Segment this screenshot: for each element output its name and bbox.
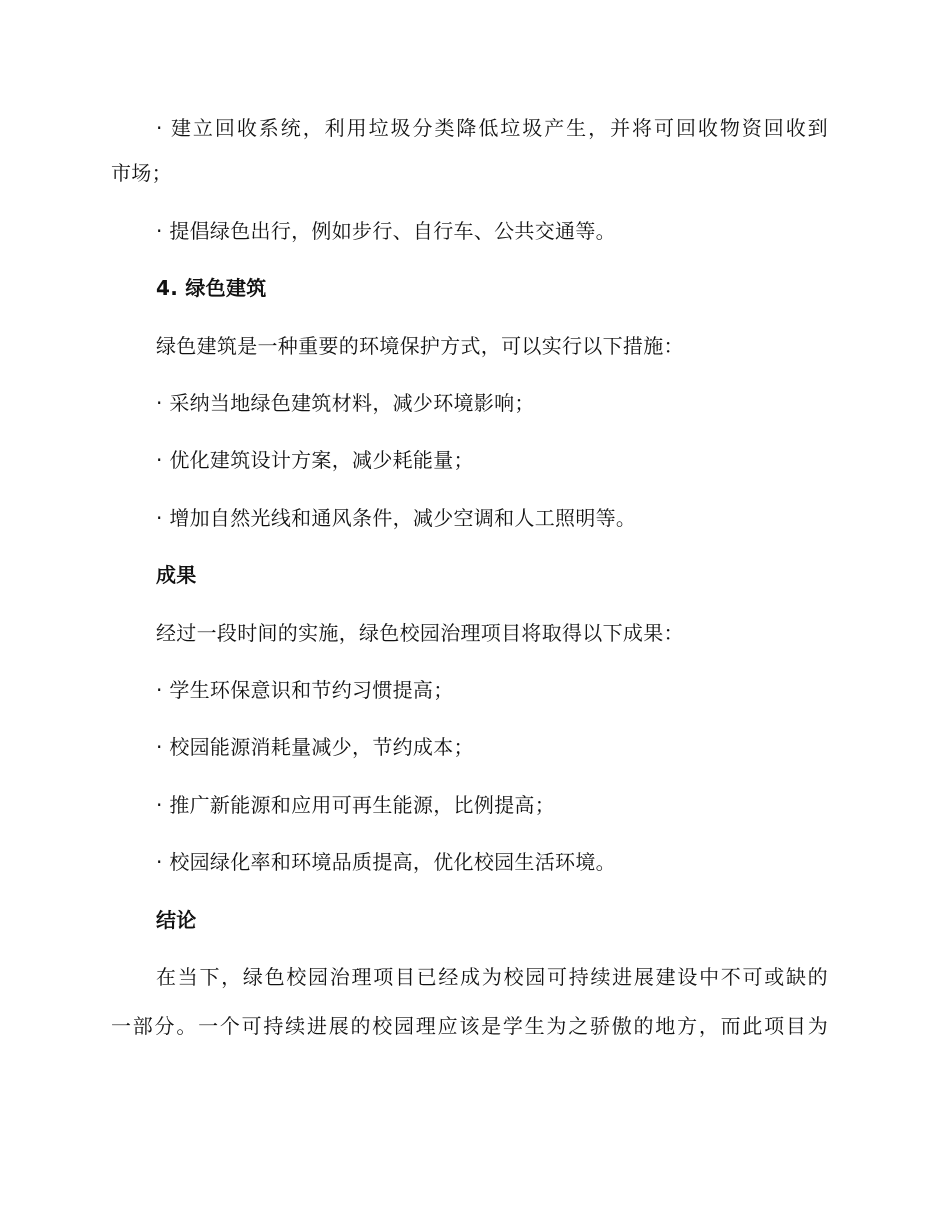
bullet-recycling-system-continued: 市场； bbox=[111, 161, 172, 185]
bullet-recycling-system: · 建立回收系统，利用垃圾分类降低垃圾产生，并将可回收物资回收到 bbox=[156, 116, 828, 140]
bullet-energy-reduction: · 校园能源消耗量减少，节约成本； bbox=[156, 735, 474, 759]
bullet-design-optimization: · 优化建筑设计方案，减少耗能量； bbox=[156, 448, 474, 472]
bullet-natural-light: · 增加自然光线和通风条件，减少空调和人工照明等。 bbox=[156, 506, 637, 530]
bullet-campus-greening: · 校园绿化率和环境品质提高，优化校园生活环境。 bbox=[156, 850, 616, 874]
paragraph-results-intro: 经过一段时间的实施，绿色校园治理项目将取得以下成果： bbox=[156, 621, 684, 645]
section-heading-results: 成果 bbox=[156, 563, 197, 587]
bullet-renewable-energy: · 推广新能源和应用可再生能源，比例提高； bbox=[156, 793, 556, 817]
section-heading-green-building: 4. 绿色建筑 bbox=[156, 276, 267, 300]
paragraph-conclusion-line-2: 一部分。一个可持续进展的校园理应该是学生为之骄傲的地方，而此项目为 bbox=[111, 1014, 828, 1038]
bullet-green-travel: · 提倡绿色出行，例如步行、自行车、公共交通等。 bbox=[156, 219, 616, 243]
paragraph-green-building-intro: 绿色建筑是一种重要的环境保护方式，可以实行以下措施： bbox=[156, 334, 684, 358]
section-heading-conclusion: 结论 bbox=[156, 908, 197, 932]
paragraph-conclusion-line-1: 在当下，绿色校园治理项目已经成为校园可持续进展建设中不可或缺的 bbox=[156, 965, 828, 989]
bullet-student-awareness: · 学生环保意识和节约习惯提高； bbox=[156, 678, 454, 702]
bullet-local-materials: · 采纳当地绿色建筑材料，减少环境影响； bbox=[156, 391, 535, 415]
